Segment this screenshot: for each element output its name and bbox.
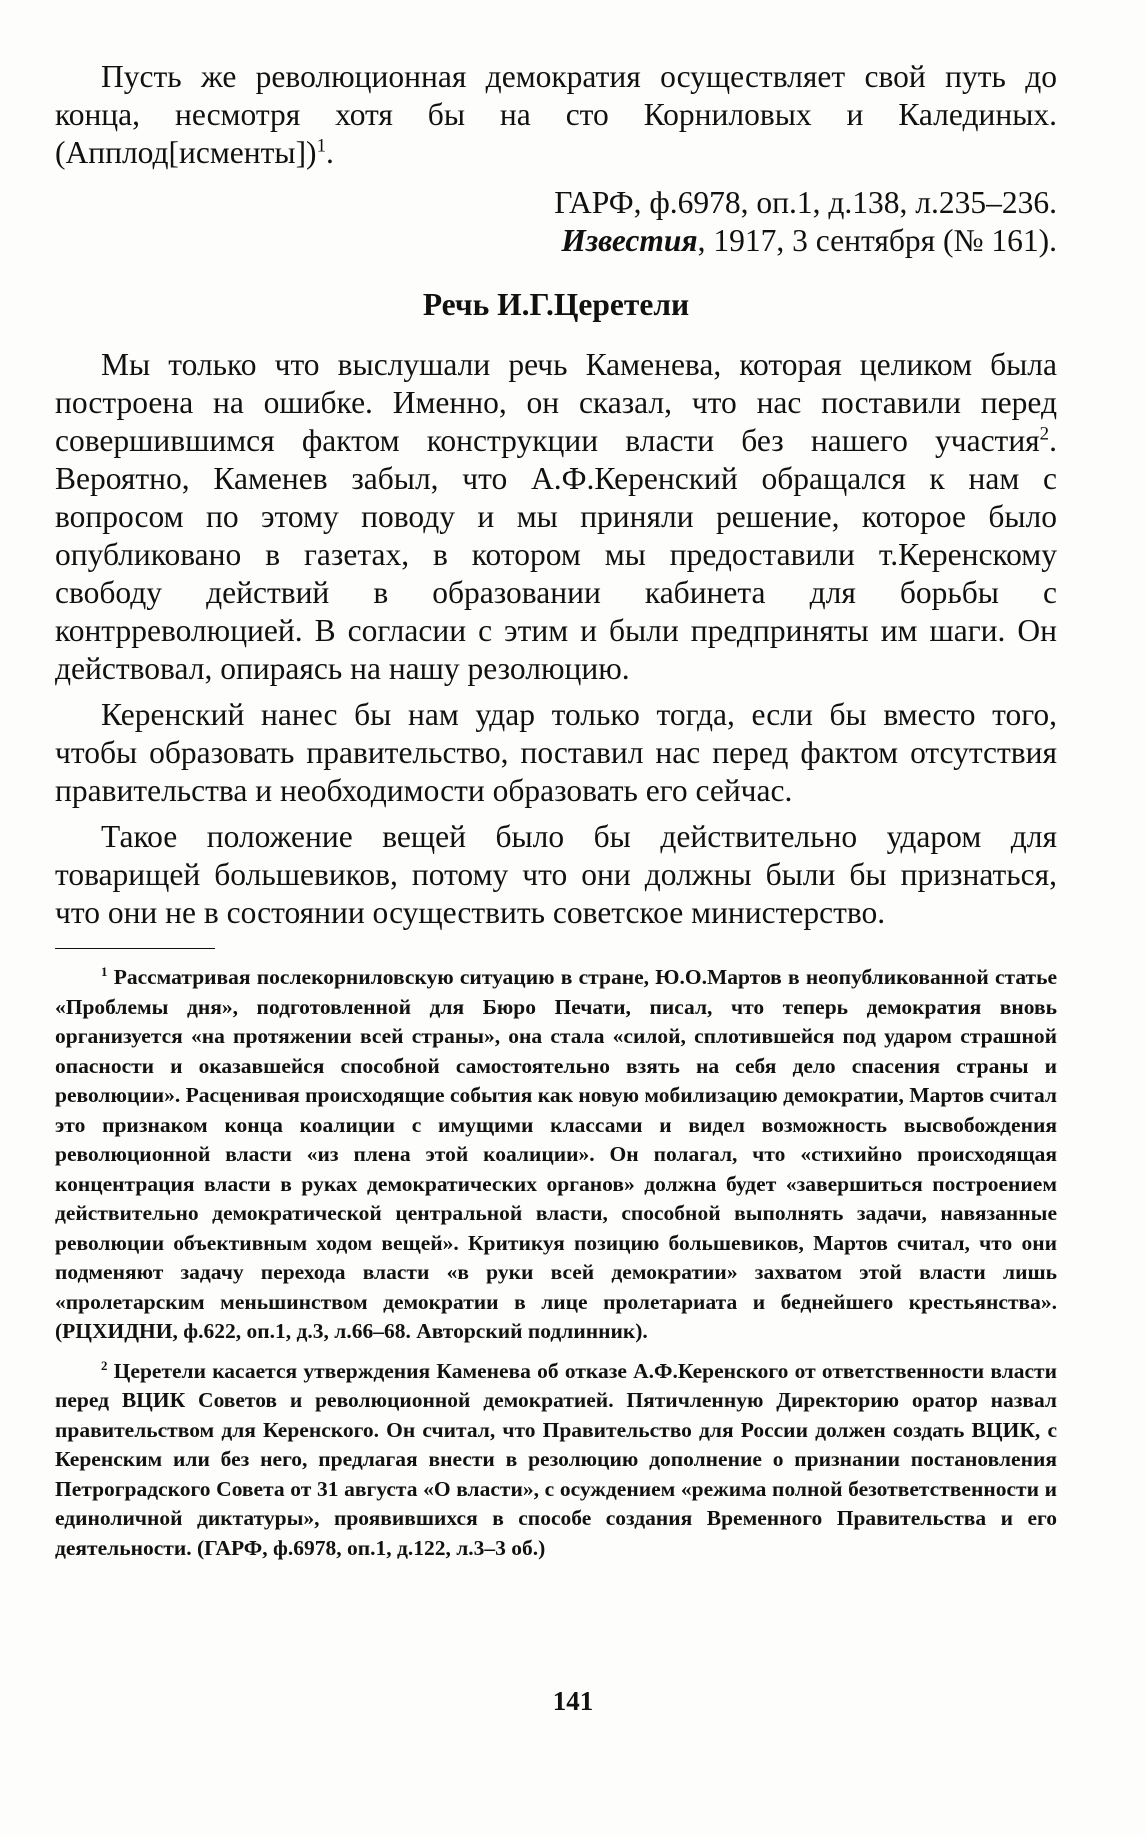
footnote-ref-2[interactable]: 2 — [1039, 423, 1050, 445]
speech-body — [55, 346, 1057, 932]
archive-citation: ГАРФ, ф.6978, оп.1, д.138, л.235–236. — [554, 185, 1057, 220]
footnote-1-mark: 1 — [101, 964, 108, 979]
footnote-1 — [55, 963, 1057, 1347]
speech-p1-after: . Вероятно, Каменев забыл, что А.Ф.Керенский обращался к нам с вопросом по этому поводу и мы приняли решение, которое было опубликовано в газетах, в котором мы предоставили т.Керенскому свободу действий в образовании кабинета для борьбы с контрреволюцией. В согласии с этим и были предприняты им шаги. Он действовал, опираясь на нашу резолюцию. — [55, 423, 1057, 686]
footnote-2-text: Церетели касается утверждения Каменева об отказе А.Ф.Керенского от ответственности власти перед ВЦИК Советов и революционной демократией. Пятичленную Директорию оратор назвал правительством для Керенского. Он считал, что Правительство для России должен создать ВЦИК, с Керенским или без него, предлагая внести в резолюцию дополнение о признании постановления Петроградского Совета от 31 августа «О власти», с осуждением «режима полной безответственности и единоличной диктатуры», проявившихся в способе создания Временного Правительства и его деятельности. (ГАРФ, ф.6978, оп.1, д.122, л.3–3 об.) — [55, 1358, 1057, 1560]
footnote-1-text: Рассматривая послекорниловскую ситуацию в стране, Ю.О.Мартов в неопубликованной статье «Проблемы дня», подготовленной для Бюро Печати, писал, что теперь демократия вновь организуется «на протяжении всей страны», она стала «силой, сплотившейся под ударом страшной опасности и оказавшейся способной самостоятельно взять на себя дело спасения страны и революции». Расценивая происходящие события как новую мобилизацию демократии, Мартов считал это признаком конца коалиции с имущими классами и видел возможность высвобождения революционной власти «из плена этой коалиции». Он полагал, что «стихийно происходящая концентрация власти в руках демократических органов» должна будет «завершиться построением действительно демократической центральной власти, способной выполнять задачи, навязанные революции объективным ходом вещей». Критикуя позицию большевиков, Мартов считал, что они подменяют задачу перехода власти «в руки всей демократии» захватом этой власти лишь «пролетарским меньшинством демократии в лице пролетариата и беднейшего крестьянства». (РЦХИДНИ, ф.622, оп.1, д.3, л.66–68. Авторский подлинник). — [55, 965, 1057, 1343]
newspaper-title: Известия — [561, 223, 698, 258]
footnote-2 — [55, 1357, 1057, 1564]
opening-punct: . — [326, 135, 334, 170]
speech-paragraph-3: Такое положение вещей было бы действительно ударом для товарищей большевиков, потому что они должны были бы признаться, что они не в состоянии осуществить советское министерство. — [55, 819, 1057, 930]
opening-paragraph — [55, 58, 1057, 172]
newspaper-citation — [55, 222, 1057, 260]
speech-p1-before: Мы только что выслушали речь Каменева, которая целиком была построена на ошибке. Именно, он сказал, что нас поставили перед совершившимся фактом конструкции власти без нашего участия — [55, 347, 1057, 458]
footnote-ref-1[interactable]: 1 — [316, 135, 327, 157]
speech-paragraph-2: Керенский нанес бы нам удар только тогда, если бы вместо того, чтобы образовать правительство, поставил нас перед фактом отсутствия правительства и необходимости образовать его сейчас. — [55, 697, 1057, 808]
page-content — [55, 58, 1057, 1573]
page-number: 141 — [552, 1686, 594, 1716]
section-heading: Речь И.Г.Церетели — [422, 287, 690, 322]
speech-paragraph-1 — [55, 346, 1057, 688]
newspaper-details: , 1917, 3 сентября (№ 161). — [697, 223, 1057, 258]
footnote-divider — [55, 948, 215, 949]
opening-text: Пусть же революционная демократия осуществляет свой путь до конца, несмотря хотя бы на сто Корниловых и Калединых. (Апплод[исменты]) — [55, 59, 1057, 170]
footnote-2-mark: 2 — [101, 1358, 108, 1373]
